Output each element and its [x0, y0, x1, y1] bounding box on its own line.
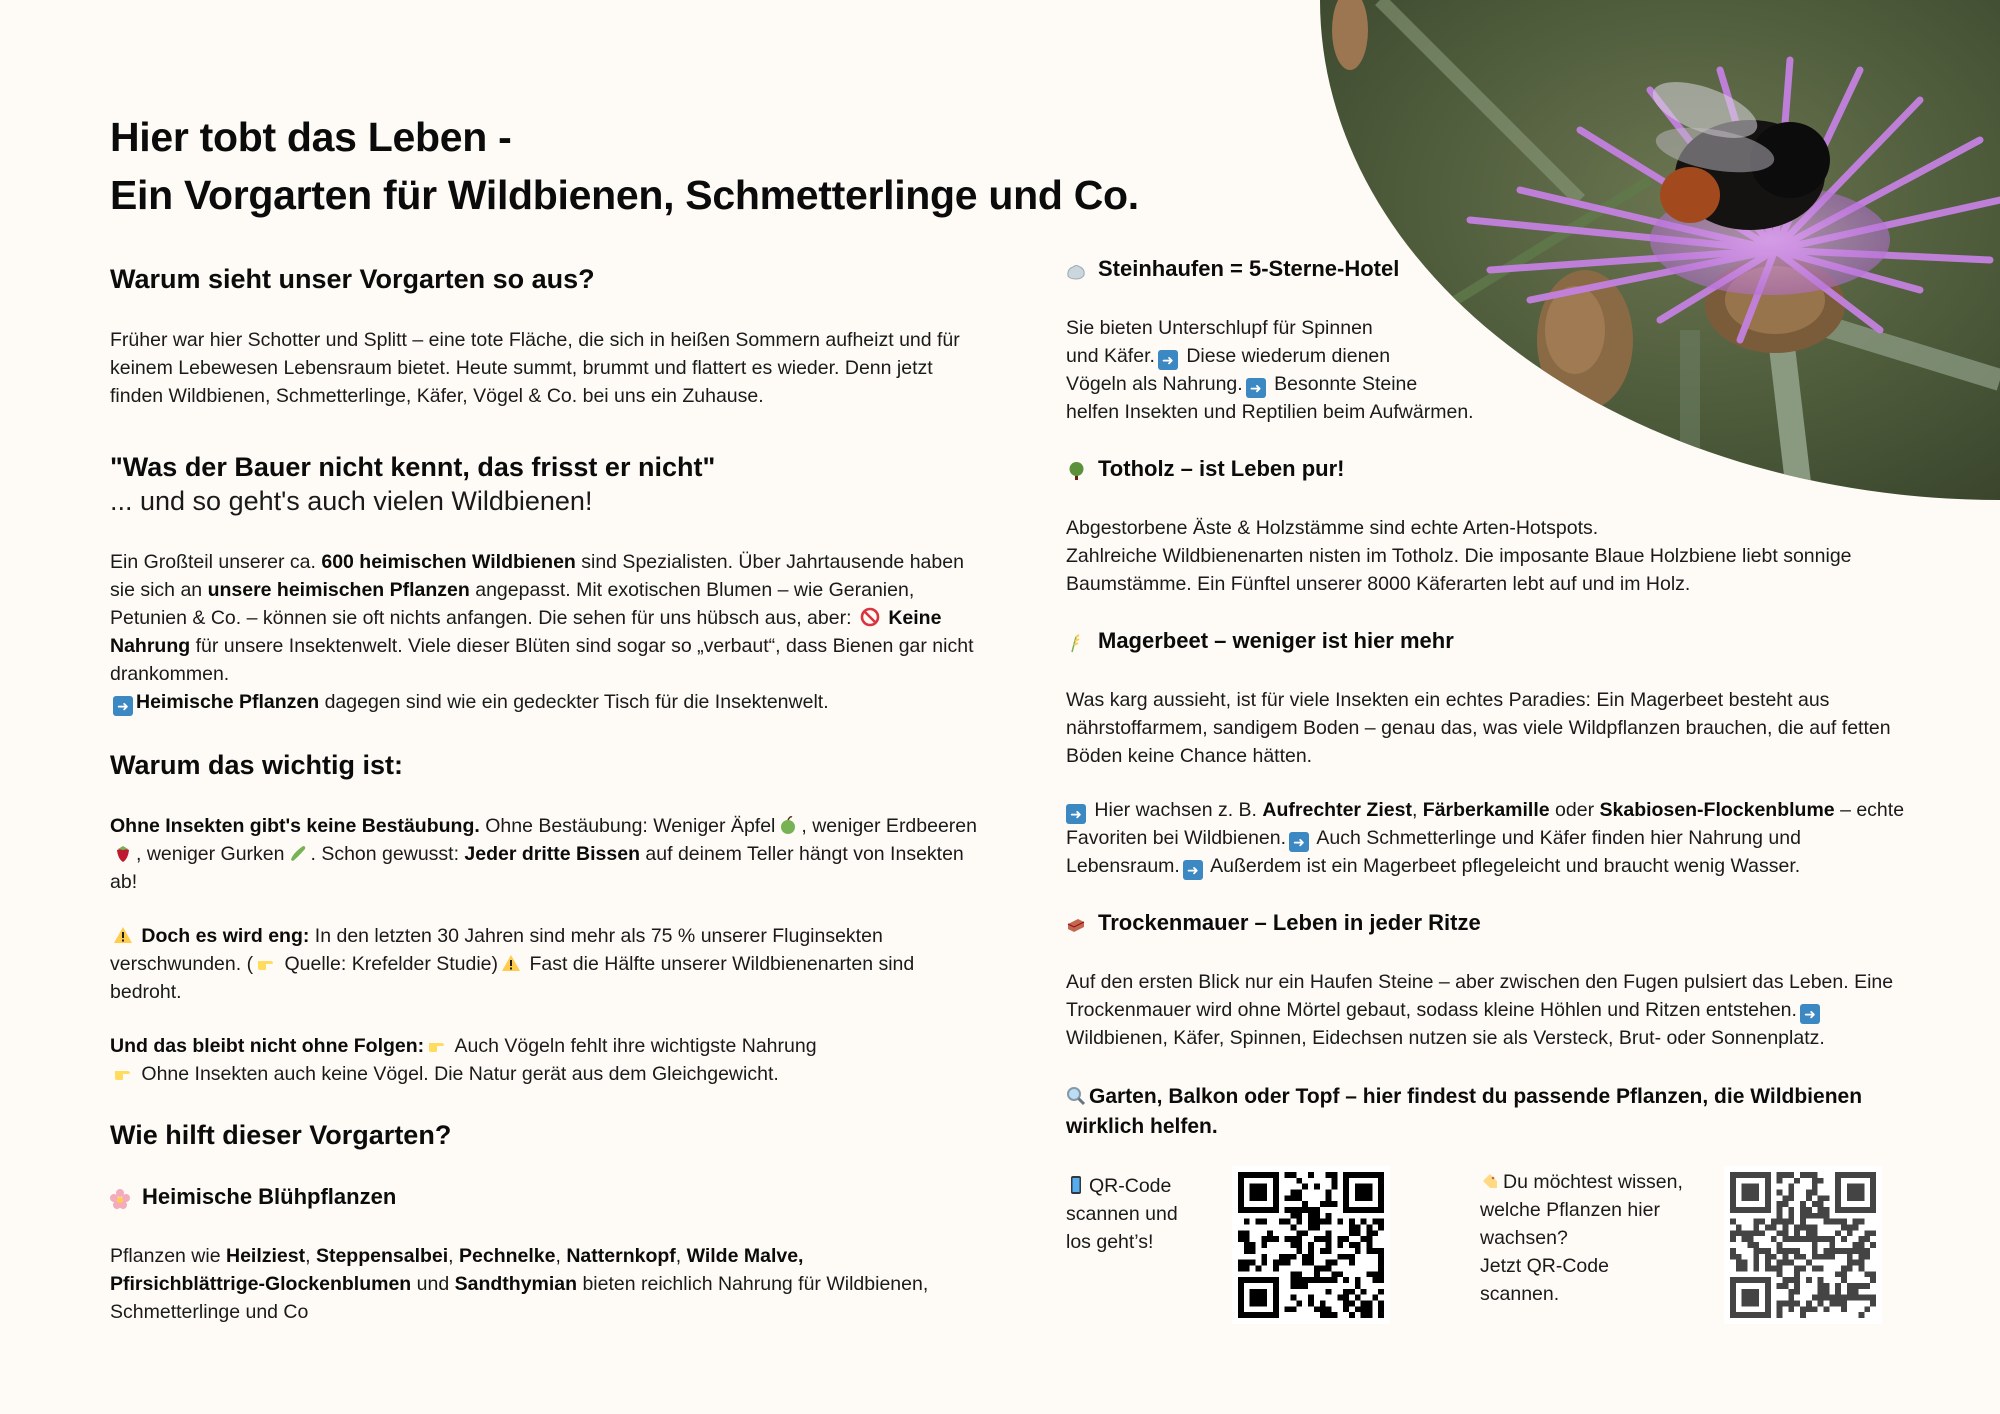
- arrow-right-icon: ➜: [1289, 832, 1309, 852]
- important-heading: Warum das wichtig ist:: [110, 750, 404, 780]
- mauer-text: [1066, 968, 1906, 1052]
- text-span: welche Pflanzen hier: [1480, 1199, 1660, 1221]
- plant-name: Wilde Malve,: [686, 1245, 804, 1267]
- plant-name: Skabiosen-Flockenblume: [1599, 799, 1835, 821]
- text-span: ,: [1411, 799, 1423, 821]
- totholz-heading-label: Totholz – ist Leben pur!: [1098, 456, 1345, 481]
- arrow-right-icon: ➜: [1246, 378, 1266, 398]
- text-span: Sie bieten Unterschlupf für Spinnen: [1066, 317, 1373, 339]
- warning-icon: [113, 925, 133, 945]
- qr-code-1[interactable]: [1232, 1166, 1390, 1324]
- important-text-1: [110, 812, 990, 896]
- cherry-blossom-icon: [110, 1187, 130, 1207]
- plant-name: Heilziest: [225, 1245, 306, 1267]
- plant-name: Färberkamille: [1422, 799, 1550, 821]
- magnifier-icon: [1066, 1085, 1086, 1105]
- bauer-subheading: ... und so geht's auch vielen Wildbienen!: [110, 486, 593, 516]
- mager-text-2: [1066, 796, 1906, 880]
- text-span: Ohne Bestäubung: Weniger Äpfel: [479, 815, 776, 837]
- mager-heading-label: Magerbeet – weniger ist hier mehr: [1098, 628, 1454, 653]
- text-span: Ohne Insekten auch keine Vögel. Die Natur gerät aus dem Gleichgewicht.: [136, 1063, 779, 1085]
- strawberry-icon: [113, 843, 133, 863]
- text-span: und: [411, 1273, 455, 1295]
- bold-span: Und das bleibt nicht ohne Folgen:: [110, 1035, 425, 1057]
- stein-heading-label: Steinhaufen = 5-Sterne-Hotel: [1098, 256, 1400, 281]
- text-span: Abgestorbene Äste & Holzstämme sind echte Arten-Hotspots.: [1066, 517, 1599, 539]
- bold-span: Keine Nahrung: [110, 607, 942, 657]
- why-heading: Warum sieht unser Vorgarten so aus?: [110, 264, 595, 294]
- text-span: oder: [1549, 799, 1600, 821]
- text-span: – echte Favoriten bei Wildbienen.: [1066, 799, 1905, 849]
- plant-name: Natternkopf: [566, 1245, 676, 1267]
- title-line-2: Ein Vorgarten für Wildbienen, Schmetterlinge und Co.: [110, 172, 1139, 218]
- arrow-right-icon: ➜: [1800, 1004, 1820, 1024]
- text-span: Auf den ersten Blick nur ein Haufen Steine – aber zwischen den Fugen pulsiert das Leben. Eine Trockenmauer wird ohne Mörtel gebaut, sodass kleine Höhlen und Ritzen entstehen.: [1066, 971, 1894, 1021]
- text-span: angepasst. Mit exotischen Blumen – wie Geranien, Petunien & Co. – können sie oft nichts anfangen. Die sehen für uns hübsch aus, aber:: [110, 579, 915, 629]
- plant-name: Sandthymian: [454, 1273, 578, 1295]
- arrow-right-icon: ➜: [113, 696, 133, 716]
- how-heading: Wie hilft dieser Vorgarten?: [110, 1120, 452, 1150]
- bauer-text: [110, 548, 990, 716]
- bold-span: Doch es wird eng:: [141, 925, 310, 947]
- right-column: [1066, 254, 1906, 1332]
- text-span: scannen und: [1066, 1203, 1178, 1225]
- mager-heading: [1066, 626, 1906, 656]
- green-apple-icon: [778, 815, 798, 835]
- important-text-3: [110, 1032, 990, 1088]
- text-span: Du möchtest wissen,: [1503, 1171, 1683, 1193]
- text-span: Diese wiederum dienen: [1180, 345, 1391, 367]
- text-span: Jetzt QR-Code: [1480, 1255, 1609, 1277]
- rock-icon: [1066, 259, 1086, 279]
- text-span: sind Spezialisten. Über Jahrtausende haben sie sich an: [110, 551, 964, 601]
- bluehpflanzen-heading: [110, 1182, 990, 1212]
- stein-text: [1066, 314, 1906, 426]
- warning-icon: [501, 953, 521, 973]
- plant-name: Steppensalbei: [315, 1245, 449, 1267]
- plant-name: Aufrechter Ziest: [1262, 799, 1412, 821]
- text-span: los geht’s!: [1066, 1231, 1154, 1253]
- prohibited-icon: [860, 607, 880, 627]
- stein-heading: [1066, 254, 1906, 284]
- garten-heading-label: Garten, Balkon oder Topf – hier findest du passende Pflanzen, die Wildbienen wirklich helfen.: [1066, 1085, 1863, 1138]
- text-span: . Schon gewusst:: [310, 843, 465, 865]
- text-span: Pflanzen wie: [110, 1245, 226, 1267]
- arrow-right-icon: ➜: [1183, 860, 1203, 880]
- bold-span: unsere heimischen Pflanzen: [207, 579, 470, 601]
- text-span: wachsen?: [1480, 1227, 1568, 1249]
- qr-code-icon: [1730, 1172, 1876, 1318]
- text-span: In den letzten 30 Jahren sind mehr als 75 % unserer Fluginsekten verschwunden. (: [110, 925, 883, 975]
- bluehpflanzen-label: Heimische Blühpflanzen: [142, 1184, 397, 1209]
- bold-span: Heimische Pflanzen: [136, 691, 320, 713]
- text-span: Ein Großteil unserer ca.: [110, 551, 322, 573]
- totholz-heading: [1066, 454, 1906, 484]
- totholz-text: [1066, 514, 1906, 598]
- pointing-hand-icon: [427, 1035, 447, 1055]
- text-span: , weniger Erdbeeren: [801, 815, 977, 837]
- important-text-2: [110, 922, 990, 1006]
- text-span: auf deinem Teller hängt von Insekten ab!: [110, 843, 964, 893]
- text-span: Zahlreiche Wildbienenarten nisten im Totholz. Die imposante Blaue Holzbiene liebt sonnige Baumstämme. Ein Fünftel unserer 8000 Käferarten lebt auf und im Holz.: [1066, 545, 1852, 595]
- text-span: Auch Schmetterlinge und Käfer finden hier Nahrung und Lebensraum.: [1066, 827, 1801, 877]
- pointing-hand-icon: [113, 1063, 133, 1083]
- text-span: Wildbienen, Käfer, Spinnen, Eidechsen nutzen sie als Versteck, Brut- oder Sonnenplatz.: [1066, 1027, 1825, 1049]
- text-span: helfen Insekten und Reptilien beim Aufwärmen.: [1066, 401, 1474, 423]
- text-span: bieten reichlich Nahrung für Wildbienen, Schmetterlinge und Co: [110, 1273, 929, 1323]
- text-span: dagegen sind wie ein gedeckter Tisch für die Insektenwelt.: [319, 691, 829, 713]
- text-span: Vögeln als Nahrung.: [1066, 373, 1243, 395]
- qr2-text: [1480, 1168, 1730, 1308]
- text-span: , weniger Gurken: [136, 843, 285, 865]
- bold-span: Jeder dritte Bissen: [464, 843, 640, 865]
- why-text: Früher war hier Schotter und Splitt – eine tote Fläche, die sich in heißen Sommern aufheizt und für keinem Lebewesen Lebensraum bietet. Heute summt, brummt und flattert es wieder. Denn jetzt finden Wildbienen, Schmetterlinge, Käfer, Vögel & Co. bei uns ein Zuhause.: [110, 329, 960, 407]
- qr1-text: [1066, 1172, 1206, 1256]
- label-tag-icon: [1480, 1171, 1500, 1191]
- qr-code-icon: [1238, 1172, 1384, 1318]
- arrow-right-icon: ➜: [1066, 804, 1086, 824]
- grain-icon: [1066, 631, 1086, 651]
- text-span: für unsere Insektenwelt. Viele dieser Blüten sind sogar so „verbaut“, dass Bienen gar nicht drankommen.: [110, 635, 974, 685]
- text-span: Hier wachsen z. B.: [1089, 799, 1263, 821]
- mager-text: Was karg aussieht, ist für viele Insekten ein echtes Paradies: Ein Magerbeet besteht aus nährstoffarmem, sandigem Boden – genau das, was viele Wildpflanzen brauchen, die auf fetten Böden keine Chance hätten.: [1066, 689, 1891, 767]
- bauer-heading: "Was der Bauer nicht kennt, das frisst er nicht": [110, 452, 716, 482]
- page-title: [110, 108, 1139, 224]
- mobile-phone-icon: [1066, 1175, 1086, 1195]
- how-text: Pflanzen wie Heilziest, Steppensalbei, Pechnelke, Natternkopf, Wilde Malve, Pfirsichblättrige-Glockenblumen und Sandthymian bieten reichlich Nahrung für Wildbienen, Schmetterlinge und Co: [110, 1245, 929, 1323]
- text-span: Auch Vögeln fehlt ihre wichtigste Nahrung: [450, 1035, 817, 1057]
- left-column: [110, 262, 990, 1326]
- text-span: Fast die Hälfte unserer Wildbienenarten sind bedroht.: [110, 953, 915, 1003]
- garten-heading: [1066, 1082, 1906, 1142]
- bold-span: Ohne Insekten gibt's keine Bestäubung.: [110, 815, 480, 837]
- text-span: QR-Code: [1089, 1175, 1172, 1197]
- bold-span: 600 heimischen Wildbienen: [321, 551, 576, 573]
- text-span: Außerdem ist ein Magerbeet pflegeleicht und braucht wenig Wasser.: [1205, 855, 1801, 877]
- cucumber-icon: [288, 843, 308, 863]
- brick-icon: [1066, 913, 1086, 933]
- qr-code-2[interactable]: [1724, 1166, 1882, 1324]
- plant-name: Pechnelke: [459, 1245, 556, 1267]
- mauer-heading: [1066, 908, 1906, 938]
- text-span: und Käfer.: [1066, 345, 1155, 367]
- text-span: Quelle: Krefelder Studie): [279, 953, 499, 975]
- arrow-right-icon: ➜: [1158, 350, 1178, 370]
- qr-section: [1066, 1172, 1906, 1332]
- text-span: scannen.: [1480, 1283, 1560, 1305]
- title-line-1: Hier tobt das Leben -: [110, 114, 512, 160]
- plant-name: Pfirsichblättrige-Glockenblumen: [110, 1273, 412, 1295]
- tree-icon: [1066, 459, 1086, 479]
- mauer-heading-label: Trockenmauer – Leben in jeder Ritze: [1098, 910, 1481, 935]
- text-span: Besonnte Steine: [1268, 373, 1418, 395]
- pointing-hand-icon: [256, 953, 276, 973]
